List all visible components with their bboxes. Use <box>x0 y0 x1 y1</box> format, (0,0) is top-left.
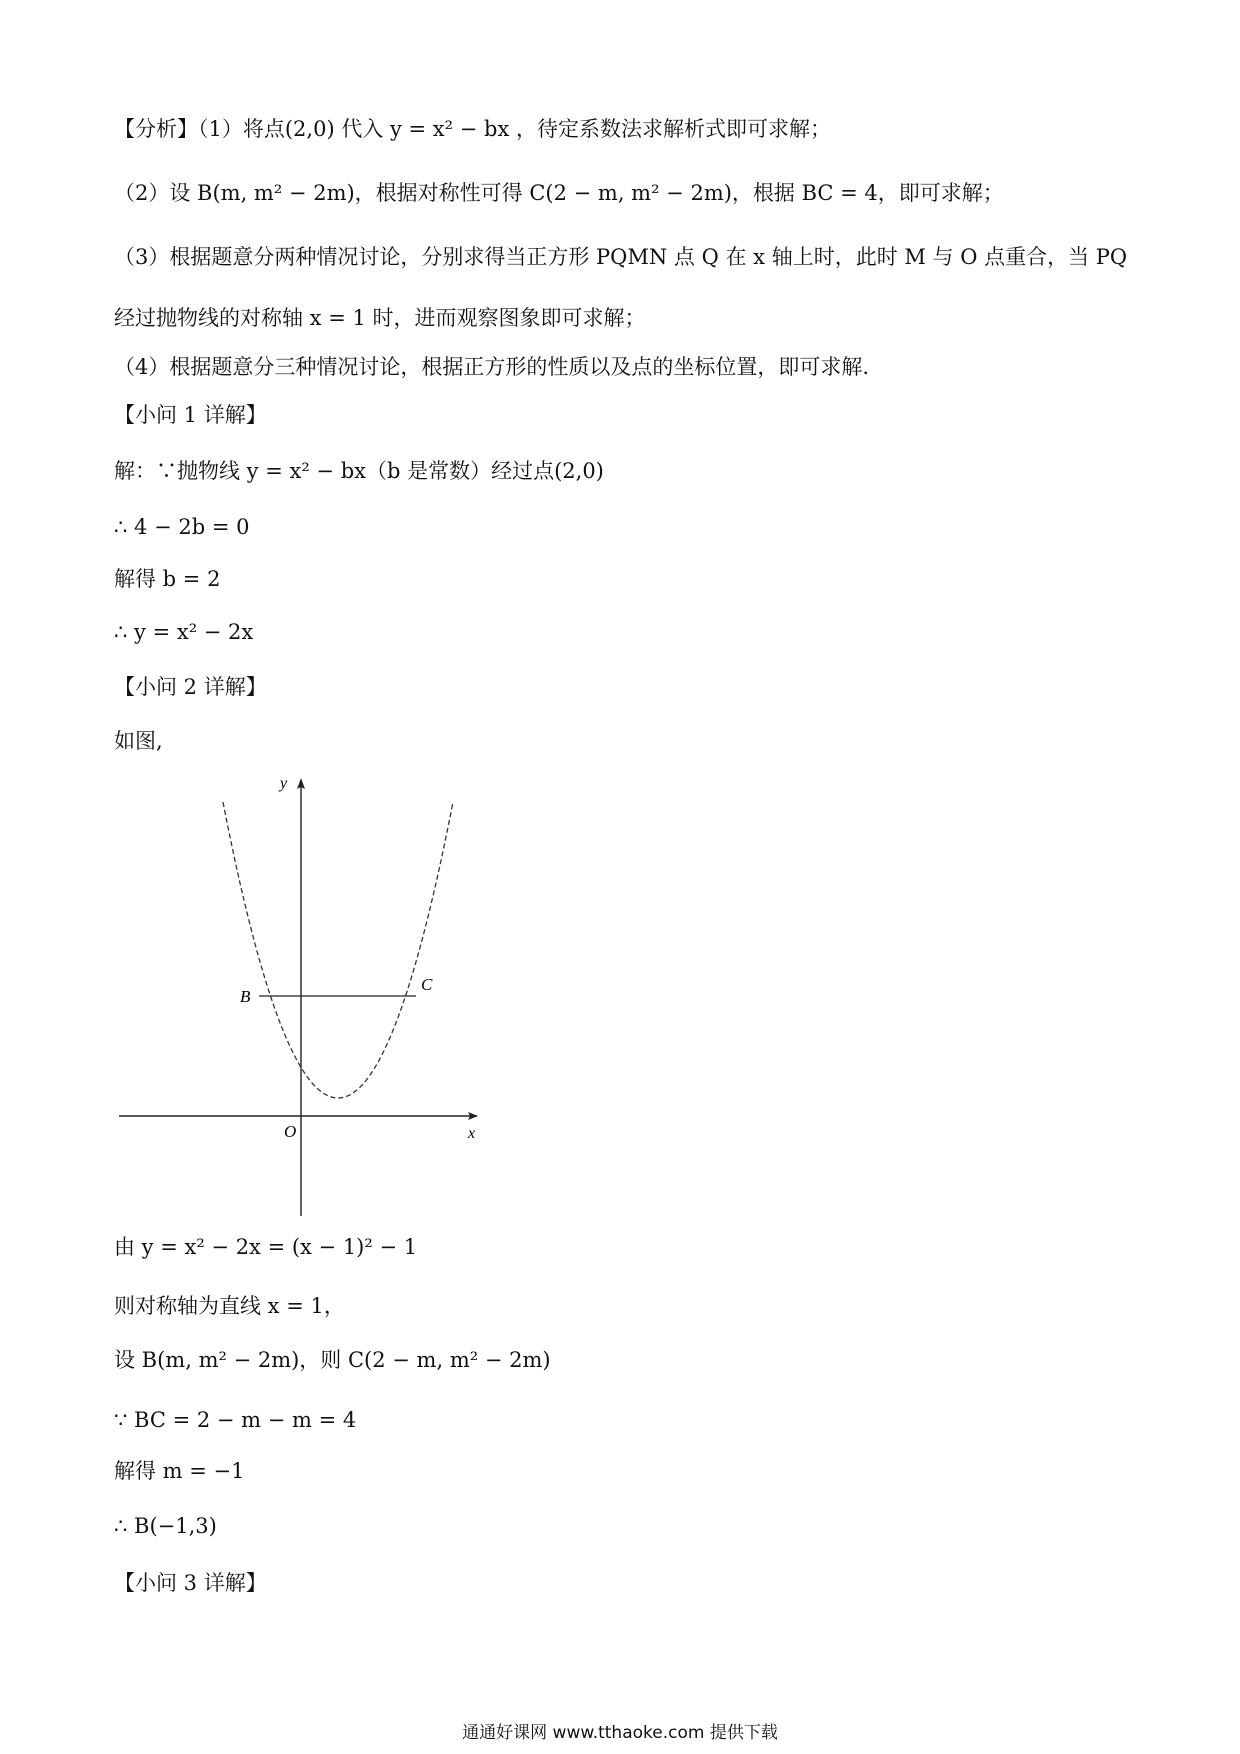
solution-line: 则对称轴为直线 x = 1， <box>114 1294 345 1318</box>
footer-credit: 通通好课网 www.tthaoke.com 提供下载 <box>462 1723 778 1743</box>
solution-line: ∴ y = x² − 2x <box>114 620 254 644</box>
section-heading-3: 【小问 3 详解】 <box>114 1571 267 1595</box>
solution-line: ∴ 4 − 2b = 0 <box>114 515 250 539</box>
parabola-curve <box>223 802 453 1098</box>
parabola-diagram <box>112 768 492 1218</box>
solution-line: 设 B(m, m² − 2m)，则 C(2 − m, m² − 2m) <box>114 1348 551 1372</box>
parabola-figure <box>112 768 492 1222</box>
section-heading-2: 【小问 2 详解】 <box>114 675 267 699</box>
solution-line: 解：∵抛物线 y = x² − bx（b 是常数）经过点(2,0) <box>114 459 604 483</box>
analysis-line-1: 【分析】（1）将点(2,0) 代入 y = x² − bx ，待定系数法求解析式即可求解； <box>114 117 831 141</box>
section-heading-1: 【小问 1 详解】 <box>114 403 267 427</box>
solution-line: 解得 m = −1 <box>114 1459 245 1483</box>
solution-line: ∴ B(−1,3) <box>114 1514 217 1538</box>
x-axis-label: x <box>468 1125 476 1142</box>
analysis-line-4: 经过抛物线的对称轴 x = 1 时，进而观察图象即可求解； <box>114 306 646 330</box>
analysis-line-3: （3）根据题意分两种情况讨论，分别求得当正方形 PQMN 点 Q 在 x 轴上时，此时 M 与 O 点重合，当 PQ <box>114 245 1128 269</box>
point-b-label: B <box>240 987 251 1006</box>
analysis-line-2: （2）设 B(m, m² − 2m)，根据对称性可得 C(2 − m, m² − 2m)，根据 BC = 4，即可求解； <box>114 181 1004 205</box>
origin-label: O <box>284 1122 297 1141</box>
y-axis-label: y <box>280 775 288 792</box>
solution-line: 由 y = x² − 2x = (x − 1)² − 1 <box>114 1235 418 1259</box>
solution-line: ∵ BC = 2 − m − m = 4 <box>114 1408 357 1432</box>
solution-line: 解得 b = 2 <box>114 567 221 591</box>
analysis-line-5: （4）根据题意分三种情况讨论，根据正方形的性质以及点的坐标位置，即可求解. <box>114 355 870 379</box>
figure-intro: 如图, <box>114 729 163 753</box>
point-c-label: C <box>421 975 433 994</box>
